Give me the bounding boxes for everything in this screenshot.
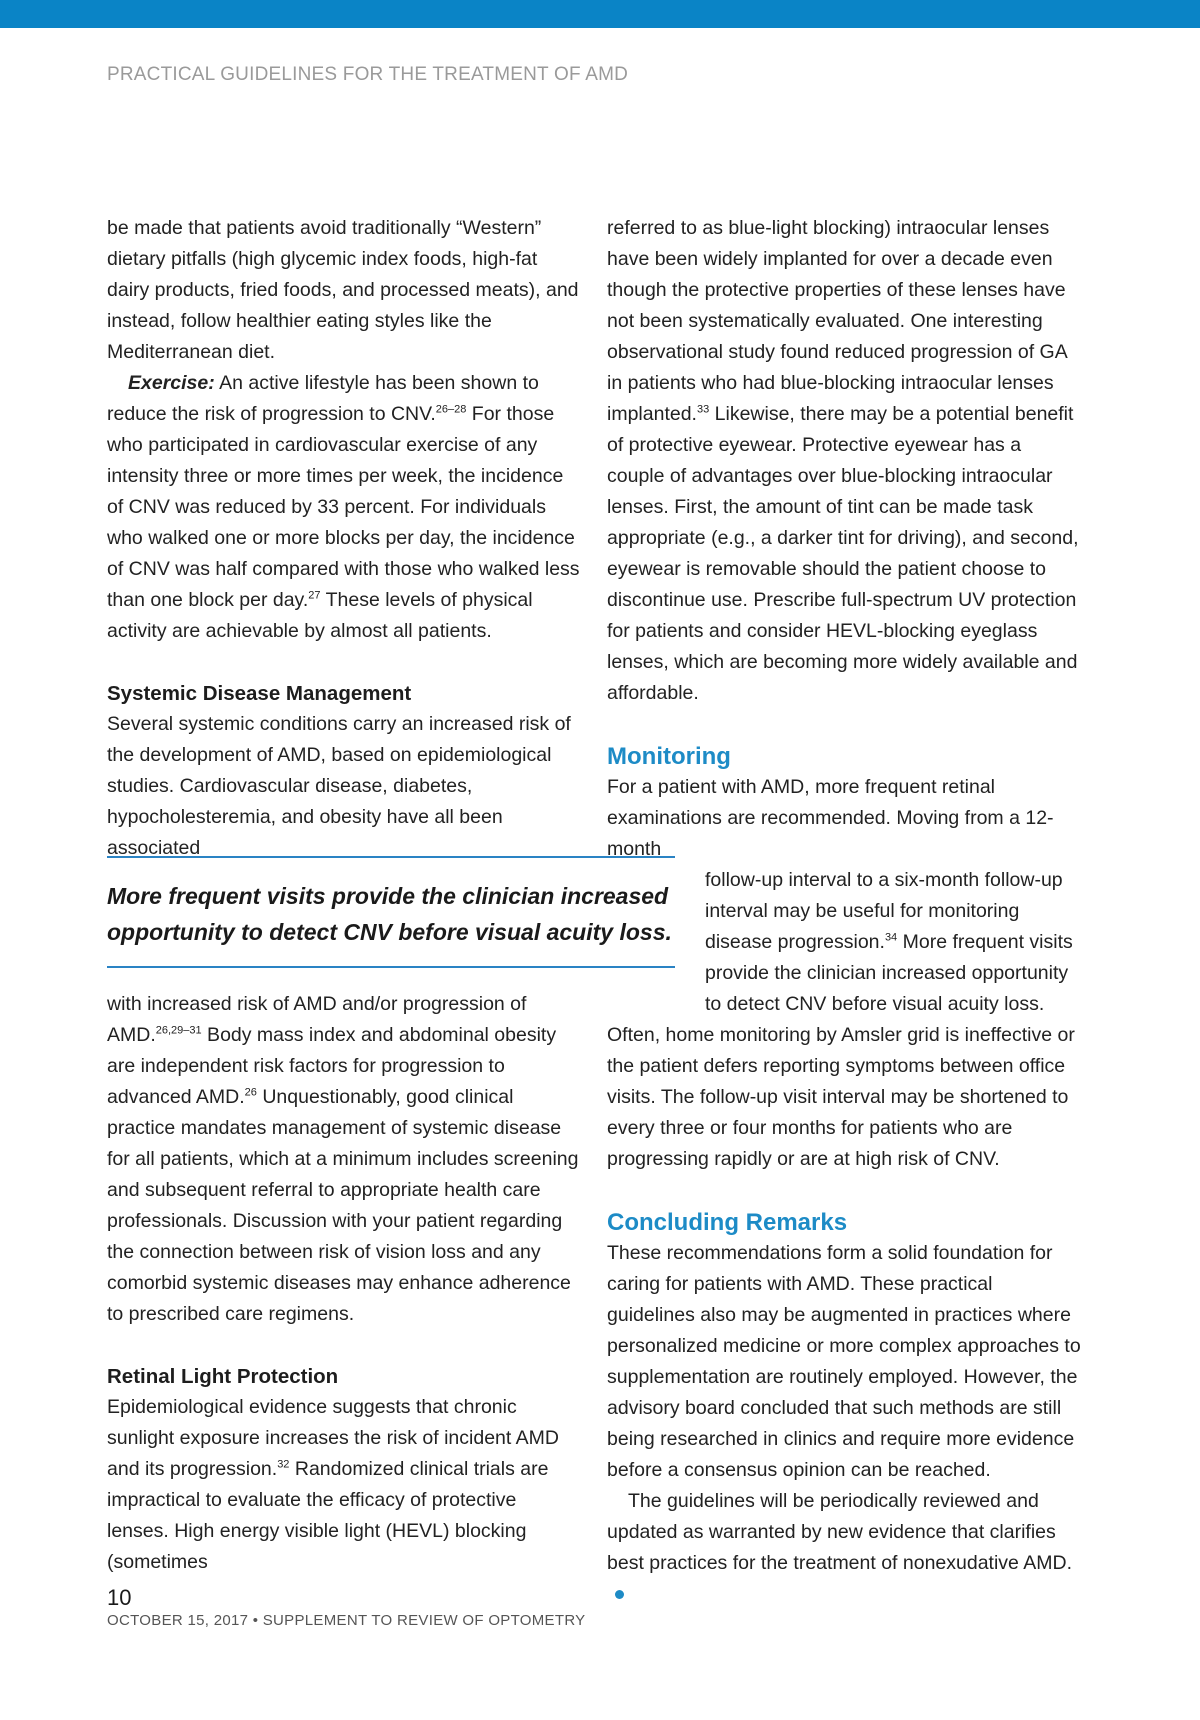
right-column bbox=[607, 213, 1082, 1610]
left-column-lower bbox=[107, 989, 582, 1578]
citation-26-29-31: 26,29–31 bbox=[155, 1024, 202, 1037]
citation-26: 26 bbox=[244, 1086, 257, 1099]
retinal-cont-text-a: referred to as blue-light blocking) intraocular lenses have been widely implanted for over a decade even though the protective properties of these lenses have not been systematically evaluated. One interesting observational study found reduced progression of GA in patients who had blue-blocking intraocular lenses implanted. bbox=[607, 217, 1067, 425]
pull-quote-text: More frequent visits provide the clinician increased opportunity to detect CNV before visual acuity loss. bbox=[107, 883, 672, 945]
heading-retinal-light: Retinal Light Protection bbox=[107, 1365, 339, 1388]
top-color-bar bbox=[0, 0, 1200, 28]
paragraph-systemic-a: Several systemic conditions carry an increased risk of the development of AMD, based on epidemiological studies. Cardiovascular disease, diabetes, hypocholesteremia, and obesity have all been associated bbox=[107, 713, 571, 859]
paragraph-exercise bbox=[107, 368, 582, 647]
paragraph-systemic-b bbox=[107, 989, 582, 1330]
pull-quote bbox=[107, 856, 675, 968]
paragraph-monitoring-b bbox=[607, 865, 1082, 1020]
retinal-text-a: Epidemiological evidence suggests that chronic sunlight exposure increases the risk of incident AMD and its progression. bbox=[107, 1396, 559, 1480]
exercise-text-b: For those who participated in cardiovascular exercise of any intensity three or more times per week, the incidence of CNV was reduced by 33 percent. For individuals who walked one or more blocks per day, the incidence of CNV was half compared with those who walked less than one block per day. bbox=[107, 403, 580, 611]
heading-systemic-disease: Systemic Disease Management bbox=[107, 682, 412, 705]
exercise-text-c: These levels of physical activity are achievable by almost all patients. bbox=[107, 589, 533, 642]
heading-monitoring: Monitoring bbox=[607, 743, 731, 770]
heading-concluding-remarks: Concluding Remarks bbox=[607, 1209, 848, 1236]
paragraph-retinal bbox=[107, 1392, 582, 1578]
monitoring-text-b: follow-up interval to a six-month follow-up interval may be useful for monitoring disease progression. bbox=[705, 869, 1063, 953]
retinal-cont-text-b: Likewise, there may be a potential benefit of protective eyewear. Protective eyewear has a couple of advantages over blue-blocking intraocular lenses. First, the amount of tint can be made task appropriate (e.g., a darker tint for driving), and second, eyewear is removable should the patient choose to discontinue use. Prescribe full-spectrum UV protection for patients and consider HEVL-blocking eyeglass lenses, which are becoming more widely available and affordable. bbox=[607, 403, 1079, 704]
paragraph-diet: be made that patients avoid traditionally “Western” dietary pitfalls (high glycemic index foods, high-fat dairy products, fried foods, and processed meats), and instead, follow healthier eating styles like the Mediterranean diet. bbox=[107, 217, 579, 363]
exercise-label: Exercise: bbox=[128, 372, 215, 394]
systemic-text-b: with increased risk of AMD and/or progression of AMD. bbox=[107, 993, 527, 1046]
citation-34: 34 bbox=[884, 931, 898, 944]
paragraph-monitoring-d: Often, home monitoring by Amsler grid is ineffective or the patient defers reporting symptoms between office visits. The follow-up visit interval may be shortened to every three or four months for patients who are progressing rapidly or are at high risk of CNV. bbox=[607, 1024, 1075, 1170]
retinal-text-b: Randomized clinical trials are impractical to evaluate the efficacy of protective lenses. High energy visible light (HEVL) blocking (sometimes bbox=[107, 1458, 549, 1573]
footer-publication: OCTOBER 15, 2017 • SUPPLEMENT TO REVIEW OF OPTOMETRY bbox=[107, 1612, 586, 1629]
paragraph-concluding-1: These recommendations form a solid foundation for caring for patients with AMD. These practical guidelines also may be augmented in practices where personalized medicine or more complex approaches to supplementation are routinely employed. However, the advisory board concluded that such methods are still being researched in clinics and require more evidence before a consensus opinion can be reached. bbox=[607, 1242, 1081, 1481]
monitoring-text-c: More frequent visits provide the clinician increased opportunity to detect CNV before visual acuity loss. bbox=[705, 931, 1073, 1015]
concluding-text-2: The guidelines will be periodically reviewed and updated as warranted by new evidence that clarifies best practices for the treatment of nonexudative AMD. bbox=[607, 1490, 1072, 1574]
paragraph-retinal-continued bbox=[607, 213, 1082, 709]
exercise-text-a: An active lifestyle has been shown to reduce the risk of progression to CNV. bbox=[107, 372, 539, 425]
citation-33: 33 bbox=[696, 403, 710, 416]
end-of-article-bullet-icon bbox=[615, 1590, 624, 1599]
page-number: 10 bbox=[107, 1585, 132, 1610]
left-column-upper bbox=[107, 213, 582, 864]
systemic-text-c: Body mass index and abdominal obesity are independent risk factors for progression to advanced AMD. bbox=[107, 1024, 557, 1108]
citation-26-28: 26–28 bbox=[435, 403, 467, 416]
citation-32: 32 bbox=[277, 1458, 290, 1471]
running-head: PRACTICAL GUIDELINES FOR THE TREATMENT OF AMD bbox=[107, 64, 629, 85]
paragraph-monitoring-a: For a patient with AMD, more frequent retinal examinations are recommended. Moving from a 12-month bbox=[607, 776, 1054, 860]
paragraph-concluding-2 bbox=[607, 1486, 1082, 1610]
citation-27: 27 bbox=[308, 589, 321, 602]
systemic-text-d: Unquestionably, good clinical practice mandates management of systemic disease for all patients, which at a minimum includes screening and subsequent referral to appropriate health care professionals. Discussion with your patient regarding the connection between risk of vision loss and any comorbid systemic diseases may enhance adherence to prescribed care regimens. bbox=[107, 1086, 579, 1325]
